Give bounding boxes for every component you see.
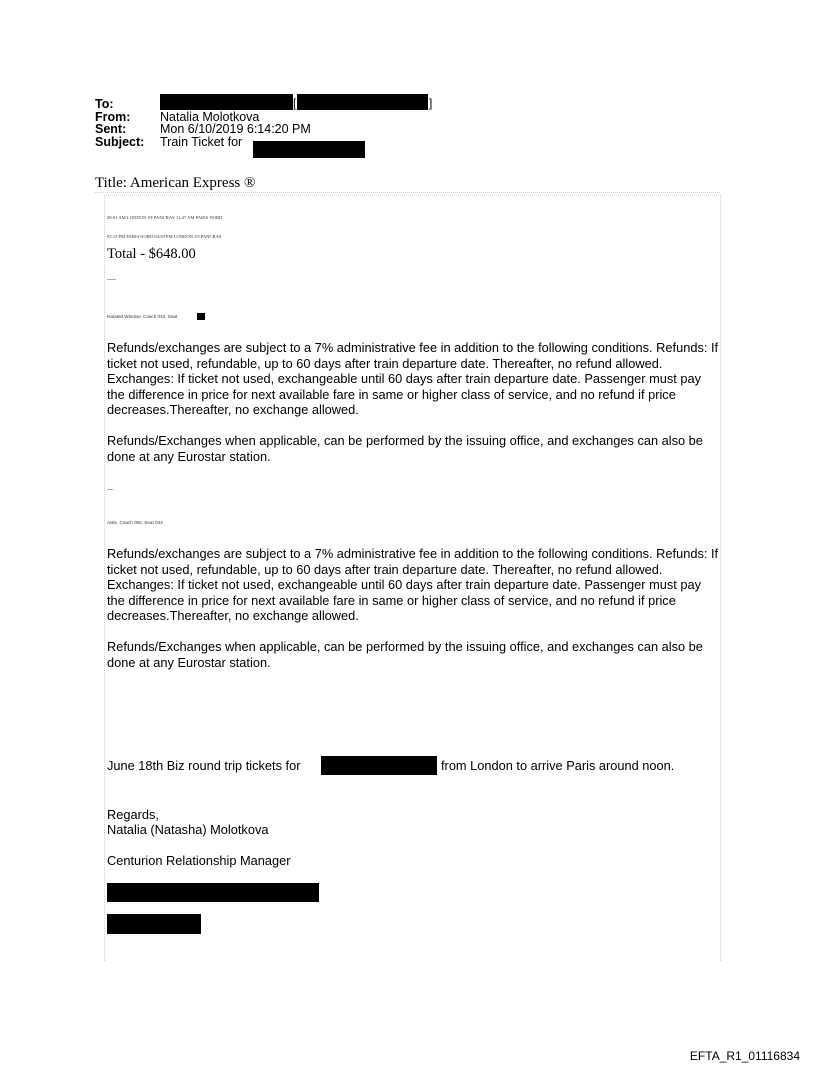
- subject-label: Subject:: [95, 135, 145, 149]
- itinerary-return: 03:13 PM PARIS NORD 04:39 PM LONDON ST-PANCRAS: [107, 234, 222, 239]
- subject-value: Train Ticket for: [160, 135, 243, 149]
- redaction-contact-1: [107, 883, 319, 902]
- refund-conditions-2: Refunds/exchanges are subject to a 7% administrative fee in addition to the following conditions. Refunds: If ticket not used, refundable, up to 60 days after train departure date. Thereafter, no refund allowed.: [107, 546, 719, 577]
- document-id: EFTA_R1_01116834: [689, 1049, 800, 1063]
- separator-dash-2: [107, 489, 113, 490]
- from-value: Natalia Molotkova: [160, 110, 260, 124]
- redaction-passenger-name: [321, 756, 437, 775]
- total-price: Total - $648.00: [107, 246, 196, 262]
- message-line-part2: from London to arrive Paris around noon.: [441, 758, 675, 773]
- sent-value: Mon 6/10/2019 6:14:20 PM: [160, 122, 311, 136]
- conditions-block-1: [107, 340, 719, 464]
- refund-exchange-office: Refunds/Exchanges when applicable, can be performed by the issuing office, and exchanges can also be done at any Eurostar station.: [107, 433, 703, 464]
- refund-conditions: Refunds/exchanges are subject to a 7% administrative fee in addition to the following conditions. Refunds: If ticket not used, refundable, up to 60 days after train departure date. Thereafter, no refund allowed.: [107, 340, 719, 371]
- sender-role: Centurion Relationship Manager: [107, 853, 291, 868]
- itinerary-outbound: 08:01 AM LONDON ST-PANCRAS 11:47 AM PARIS NORD: [107, 215, 223, 220]
- to-label: To:: [95, 97, 114, 111]
- seat-info-1: Isolated Window, Coach 010, Seat: [107, 314, 178, 319]
- bracket-open: [: [293, 96, 297, 110]
- refund-exchange-office-2: Refunds/Exchanges when applicable, can be performed by the issuing office, and exchanges can also be done at any Eurostar station.: [107, 639, 703, 670]
- redaction-seat-number: [197, 313, 205, 320]
- redaction-to-email: [297, 94, 428, 110]
- seat-info-2: Aisle, Coach 002, Seat 043: [107, 520, 163, 525]
- sent-label: Sent:: [95, 122, 127, 136]
- exchange-conditions-2: Exchanges: If ticket not used, exchangeable until 60 days after train departure date. Passenger must pay the difference in price for next available fare in same or higher class of service, and no refund if price decreases.Thereafter, no exchange allowed.: [107, 577, 701, 623]
- separator-dash: [107, 279, 116, 280]
- sender-name: Natalia (Natasha) Molotkova: [107, 822, 269, 837]
- redaction-subject: [253, 141, 365, 158]
- bracket-close: ]: [429, 96, 433, 110]
- email-title: Title: American Express ®: [95, 174, 720, 193]
- from-label: From:: [95, 110, 131, 124]
- redaction-contact-2: [107, 914, 201, 934]
- regards: Regards,: [107, 807, 159, 822]
- conditions-block-2: [107, 546, 719, 670]
- redaction-to-name: [160, 94, 293, 110]
- exchange-conditions: Exchanges: If ticket not used, exchangeable until 60 days after train departure date. Passenger must pay the difference in price for next available fare in same or higher class of service, and no refund if price decreases.Thereafter, no exchange allowed.: [107, 371, 701, 417]
- message-line-part1: June 18th Biz round trip tickets for: [107, 758, 301, 773]
